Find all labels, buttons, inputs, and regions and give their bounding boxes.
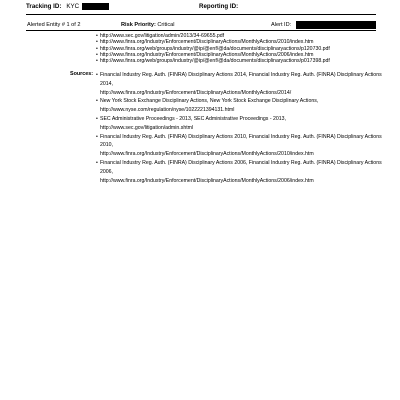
redaction-block [82,3,109,10]
tracking-id-field [26,2,109,12]
source-url[interactable]: http://www.sec.gov/litigation/admin.shtml [100,124,194,131]
alert-id-field [271,20,376,30]
source-url[interactable]: http://www.finra.org/Industry/Enforcement/DisciplinaryActions/MonthlyActions/2010/index.htm [100,151,314,158]
source-item [96,159,386,185]
source-title: • Financial Industry Reg. Auth. (FINRA) Disciplinary Actions 2006, Financial Industry Reg. Auth. (FINRA) Disciplinary Actions 2006, [100,159,382,175]
source-item [96,71,386,97]
source-item [96,115,386,133]
source-url[interactable]: http://www.finra.org/Industry/Enforcement/DisciplinaryActions/MonthlyActions/2006/index.htm [100,177,314,184]
report-header [26,2,376,12]
sources-list [96,71,386,185]
sources-label: Sources: [70,71,94,77]
header-divider [26,14,376,15]
reference-link[interactable]: • http://www.finra.org/Industry/Enforcement/DisciplinaryActions/MonthlyActions/2006/index.htm [96,52,386,58]
source-url[interactable]: http://www.nyse.com/regulation/nyse/1022221394131.html [100,107,235,114]
risk-priority-field [121,20,174,30]
source-title: • SEC Administrative Proceedings - 2013, SEC Administrative Proceedings - 2013, [100,115,286,122]
reporting-id-label: Reporting ID: [199,3,239,10]
tracking-id-label: Tracking ID: [26,3,62,10]
source-item [96,97,386,115]
redaction-block [296,21,376,29]
alert-id-label: Alert ID: [271,22,292,28]
tracking-id-value: KYC [66,3,80,10]
risk-priority-value: Critical [157,22,175,28]
reference-link[interactable]: • http://www.finra.org/Industry/Enforcement/DisciplinaryActions/MonthlyActions/2010/index.htm [96,39,386,45]
source-item [96,133,386,159]
reference-link[interactable]: • http://www.finra.org/web/groups/industry/@ip/@enf/@da/documents/disciplinaryactions/p017398.pdf [96,58,386,64]
source-title: • New York Stock Exchange Disciplinary Actions, New York Stock Exchange Disciplinary Actions, [100,98,319,105]
alerted-entity-text: Alerted Entity # 1 of 2 [27,22,81,28]
source-url[interactable]: http://www.finra.org/Industry/Enforcement/DisciplinaryActions/MonthlyActions/2014/ [100,89,292,96]
source-title: • Financial Industry Reg. Auth. (FINRA) Disciplinary Actions 2010, Financial Industry Reg. Auth. (FINRA) Disciplinary Actions 2010, [100,133,382,149]
risk-priority-label: Risk Priority: [121,22,156,28]
source-title: • Financial Industry Reg. Auth. (FINRA) Disciplinary Actions 2014, Financial Industry Reg. Auth. (FINRA) Disciplinary Actions 2014, [100,72,382,87]
reference-link[interactable]: • http://www.finra.org/web/groups/industry/@ip/@enf/@da/documents/disciplinaryactions/p120730.pdf [96,46,386,52]
reference-links-list [96,33,386,64]
alert-summary-row [26,20,376,31]
reference-link[interactable]: • http://www.sec.gov/litigation/admin/2013/34-69655.pdf [96,33,386,39]
